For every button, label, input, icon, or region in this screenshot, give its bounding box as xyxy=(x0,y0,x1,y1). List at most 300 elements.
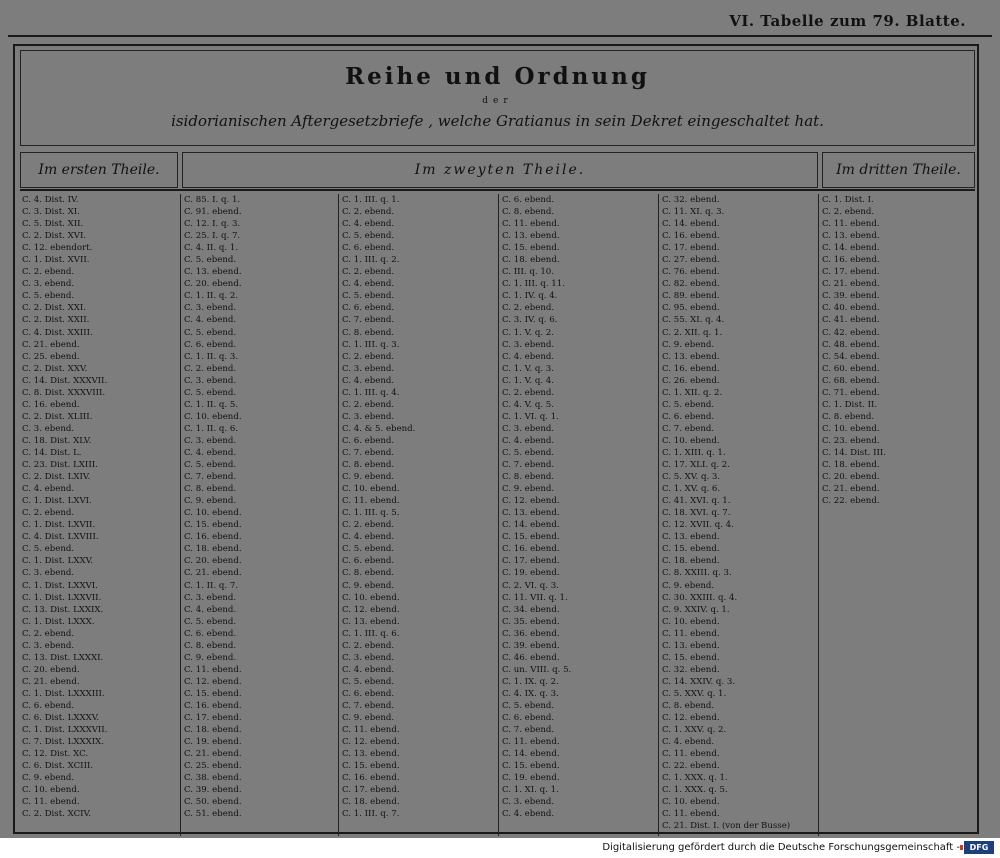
citation-entry: C. 9. ebend. xyxy=(662,580,715,591)
citation-entry: C. 21. ebend. xyxy=(822,279,880,290)
citation-entry: C. 1. III. q. 7. xyxy=(342,809,400,820)
citation-entry: C. 1. Dist. LXXV. xyxy=(22,556,94,567)
citation-entry: C. 6. ebend. xyxy=(184,339,237,350)
citation-entry: C. 8. ebend. xyxy=(342,460,395,471)
citation-entry: C. 16. ebend. xyxy=(662,363,720,374)
citation-entry: C. 50. ebend. xyxy=(184,797,242,808)
citation-entry: C. 55. XI. q. 4. xyxy=(662,315,725,326)
citation-entry: C. 51. ebend. xyxy=(184,809,242,820)
citation-entry: C. 9. ebend. xyxy=(184,496,237,507)
citation-entry: C. 5. XXV. q. 1. xyxy=(662,688,727,699)
citation-entry: C. 1. XXX. q. 1. xyxy=(662,773,728,784)
citation-entry: C. 13. ebend. xyxy=(662,640,720,651)
citation-entry: C. 10. ebend. xyxy=(342,484,400,495)
citation-entry: C. 21. ebend. xyxy=(184,749,242,760)
citation-entry: C. 5. ebend. xyxy=(662,399,715,410)
footer-credit: Digitalisierung gefördert durch die Deutsche Forschungsgemeinschaft - xyxy=(602,842,960,853)
citation-entry: C. 4. ebend. xyxy=(342,279,395,290)
citation-entry: C. 82. ebend. xyxy=(662,279,720,290)
citation-entry: C. 8. ebend. xyxy=(502,207,555,218)
top-rule xyxy=(8,35,992,37)
citation-entry: C. 18. ebend. xyxy=(822,460,880,471)
citation-entry: C. 23. Dist. LXIII. xyxy=(22,460,98,471)
citation-entry: C. 4. ebend. xyxy=(184,604,237,615)
citation-entry: C. 14. ebend. xyxy=(502,520,560,531)
citation-entry: C. un. VIII. q. 5. xyxy=(502,664,572,675)
citation-entry: C. 2. Dist. XXII. xyxy=(22,315,90,326)
citation-entry: C. 8. ebend. xyxy=(342,327,395,338)
citation-entry: C. 10. ebend. xyxy=(822,423,880,434)
citation-entry: C. 2. ebend. xyxy=(822,207,875,218)
citation-entry: C. 4. ebend. xyxy=(662,737,715,748)
citation-entry: C. 39. ebend. xyxy=(822,291,880,302)
citation-entry: C. 8. ebend. xyxy=(822,411,875,422)
citation-entry: C. 3. ebend. xyxy=(502,797,555,808)
citation-entry: C. 13. ebend. xyxy=(502,231,560,242)
citation-entry: C. 20. ebend. xyxy=(22,664,80,675)
citation-entry: C. 20. ebend. xyxy=(184,556,242,567)
citation-entry: C. 13. ebend. xyxy=(342,749,400,760)
citation-entry: C. 11. VII. q. 1. xyxy=(502,592,568,603)
citation-entry: C. 48. ebend. xyxy=(822,339,880,350)
citation-entry: C. 1. III. q. 5. xyxy=(342,508,400,519)
citation-entry: C. 13. ebend. xyxy=(822,231,880,242)
citation-entry: C. 1. Dist. I. xyxy=(822,195,874,205)
citation-entry: C. 18. XVI. q. 7. xyxy=(662,508,731,519)
plate-title: VI. Tabelle zum 79. Blatte. xyxy=(729,12,966,30)
citation-entry: C. 11. ebend. xyxy=(822,219,880,230)
citation-entry: C. 1. XII. q. 2. xyxy=(662,387,723,398)
citation-entry: C. 1. Dist. LXVII. xyxy=(22,520,96,531)
citation-entry: C. 3. ebend. xyxy=(342,652,395,663)
citation-entry: C. 4. ebend. xyxy=(342,219,395,230)
citation-entry: C. 1. III. q. 6. xyxy=(342,628,400,639)
citation-entry: C. 2. ebend. xyxy=(342,207,395,218)
citation-entry: C. 9. ebend. xyxy=(342,713,395,724)
header-part-two: Im zweyten Theile. xyxy=(182,152,818,188)
citation-entry: C. 4. & 5. ebend. xyxy=(342,423,416,434)
citation-entry: C. 21. ebend. xyxy=(22,339,80,350)
citation-entry: C. 14. Dist. L. xyxy=(22,447,82,458)
citation-entry: C. 11. ebend. xyxy=(502,219,560,230)
citation-entry: C. 12. I. q. 3. xyxy=(184,219,241,230)
citation-entry: C. 5. ebend. xyxy=(22,291,75,302)
citation-entry: C. 14. Dist. III. xyxy=(822,447,887,458)
dfg-logo-icon: DFG xyxy=(964,841,994,854)
citation-entry: C. 1. IX. q. 2. xyxy=(502,676,559,687)
citation-entry: C. 2. Dist. XCIV. xyxy=(22,809,92,820)
citation-entry: C. 4. Dist. XXIII. xyxy=(22,327,93,338)
citation-entry: C. 5. ebend. xyxy=(342,291,395,302)
citation-entry: C. 85. I. q. 1. xyxy=(184,195,241,205)
citation-entry: C. 9. ebend. xyxy=(22,773,75,784)
column-part-two-a xyxy=(184,194,336,836)
citation-entry: C. 8. XXIII. q. 3. xyxy=(662,568,732,579)
citation-entry: C. 25. ebend. xyxy=(22,351,80,362)
citation-entry: C. 15. ebend. xyxy=(502,761,560,772)
citation-entry: C. 95. ebend. xyxy=(662,303,720,314)
citation-entry: C. 54. ebend. xyxy=(822,351,880,362)
citation-entry: C. 19. ebend. xyxy=(184,737,242,748)
citation-entry: C. 41. XVI. q. 1. xyxy=(662,496,731,507)
citation-entry: C. 4. ebend. xyxy=(342,375,395,386)
citation-entry: C. 14. ebend. xyxy=(662,219,720,230)
citation-entry: C. 4. II. q. 1. xyxy=(184,243,239,254)
page-header xyxy=(0,0,1000,38)
citation-entry: C. 14. Dist. XXXVII. xyxy=(22,375,108,386)
citation-entry: C. 1. Dist. II. xyxy=(822,399,878,410)
document-subtitle: isidorianischen Aftergesetzbriefe , welche Gratianus in sein Dekret eingeschaltet hat. xyxy=(171,112,824,130)
citation-entry: C. 5. ebend. xyxy=(342,544,395,555)
citation-entry: C. 9. ebend. xyxy=(184,652,237,663)
citation-entry: C. 15. ebend. xyxy=(184,688,242,699)
citation-entry: C. 15. ebend. xyxy=(662,652,720,663)
citation-entry: C. 1. XIII. q. 1. xyxy=(662,447,726,458)
citation-entry: C. 20. ebend. xyxy=(184,279,242,290)
citation-entry: C. 17. ebend. xyxy=(342,785,400,796)
citation-entry: C. 25. I. q. 7. xyxy=(184,231,241,242)
citation-entry: C. 10. ebend. xyxy=(662,616,720,627)
citation-entry: C. 2. VI. q. 3. xyxy=(502,580,559,591)
title-box xyxy=(20,50,975,146)
citation-entry: C. 6. ebend. xyxy=(22,700,75,711)
citation-entry: C. 18. Dist. XLV. xyxy=(22,435,92,446)
citation-entry: C. 32. ebend. xyxy=(662,664,720,675)
citation-entry: C. 42. ebend. xyxy=(822,327,880,338)
header-part-one: Im ersten Theile. xyxy=(20,152,178,188)
citation-entry: C. 3. Dist. XI. xyxy=(22,207,80,218)
citation-entry: C. 11. ebend. xyxy=(662,749,720,760)
citation-entry: C. 10. ebend. xyxy=(342,592,400,603)
citation-entry: C. 4. ebend. xyxy=(342,664,395,675)
citation-entry: C. 1. III. q. 1. xyxy=(342,195,400,205)
citation-entry: C. 2. ebend. xyxy=(342,267,395,278)
citation-entry: C. 7. ebend. xyxy=(184,472,237,483)
citation-entry: C. 4. ebend. xyxy=(184,315,237,326)
citation-entry: C. 91. ebend. xyxy=(184,207,242,218)
citation-entry: C. 5. Dist. XII. xyxy=(22,219,84,230)
citation-entry: C. 17. XLI. q. 2. xyxy=(662,460,730,471)
citation-entry: C. 41. ebend. xyxy=(822,315,880,326)
citation-entry: C. 11. ebend. xyxy=(342,725,400,736)
citation-entry: C. 3. ebend. xyxy=(502,423,555,434)
citation-entry: C. 3. ebend. xyxy=(22,640,75,651)
citation-entry: C. 1. V. q. 2. xyxy=(502,327,554,338)
citation-entry: C. 1. II. q. 3. xyxy=(184,351,239,362)
column-part-one xyxy=(22,194,178,836)
citation-entry: C. 8. ebend. xyxy=(502,472,555,483)
citation-entry: C. 7. ebend. xyxy=(662,423,715,434)
citation-entry: C. 89. ebend. xyxy=(662,291,720,302)
citation-entry: C. 4. ebend. xyxy=(342,532,395,543)
citation-entry: C. 17. ebend. xyxy=(184,713,242,724)
citation-entry: C. 7. ebend. xyxy=(342,447,395,458)
citation-entry: C. 2. ebend. xyxy=(502,387,555,398)
column-divider xyxy=(818,194,819,836)
column-part-two-c xyxy=(502,194,656,836)
citation-entry: C. 22. ebend. xyxy=(662,761,720,772)
citation-entry: C. 10. ebend. xyxy=(22,785,80,796)
citation-entry: C. 4. ebend. xyxy=(502,351,555,362)
citation-entry: C. 4. ebend. xyxy=(22,484,75,495)
citation-entry: C. 5. ebend. xyxy=(184,387,237,398)
citation-entry: C. 8. ebend. xyxy=(342,568,395,579)
citation-entry: C. 2. ebend. xyxy=(342,351,395,362)
citation-entry: C. 39. ebend. xyxy=(184,785,242,796)
citation-entry: C. 2. Dist. XXI. xyxy=(22,303,86,314)
citation-entry: C. 13. Dist. LXXIX. xyxy=(22,604,104,615)
citation-entry: C. 1. IV. q. 4. xyxy=(502,291,558,302)
citation-entry: C. 38. ebend. xyxy=(184,773,242,784)
citation-entry: C. 1. XXX. q. 5. xyxy=(662,785,728,796)
citation-entry: C. 7. ebend. xyxy=(342,315,395,326)
document-title: Reihe und Ordnung xyxy=(345,63,650,90)
column-part-two-b xyxy=(342,194,496,836)
column-part-three xyxy=(822,194,972,836)
citation-entry: C. 18. ebend. xyxy=(184,544,242,555)
citation-entry: C. 12. ebend. xyxy=(342,604,400,615)
citation-entry: C. 5. ebend. xyxy=(502,447,555,458)
citation-entry: C. 10. ebend. xyxy=(662,435,720,446)
citation-entry: C. 12. ebend. xyxy=(342,737,400,748)
citation-entry: C. 6. ebend. xyxy=(342,556,395,567)
citation-entry: C. 6. ebend. xyxy=(342,303,395,314)
citation-entry: C. 7. ebend. xyxy=(342,700,395,711)
citation-entry: C. III. q. 10. xyxy=(502,267,555,278)
citation-entry: C. 4. IX. q. 3. xyxy=(502,688,559,699)
citation-entry: C. 14. ebend. xyxy=(502,749,560,760)
citation-entry: C. 76. ebend. xyxy=(662,267,720,278)
citation-entry: C. 11. ebend. xyxy=(184,664,242,675)
citation-entry: C. 2. ebend. xyxy=(502,303,555,314)
header-part-three: Im dritten Theile. xyxy=(822,152,975,188)
header-rule xyxy=(20,189,975,191)
citation-entry: C. 36. ebend. xyxy=(502,628,560,639)
citation-entry: C. 1. III. q. 11. xyxy=(502,279,565,290)
citation-entry: C. 1. Dist. LXXXVII. xyxy=(22,725,108,736)
citation-entry: C. 2. ebend. xyxy=(22,508,75,519)
citation-entry: C. 5. ebend. xyxy=(502,700,555,711)
citation-entry: C. 5. ebend. xyxy=(342,231,395,242)
citation-entry: C. 2. ebend. xyxy=(342,399,395,410)
citation-entry: C. 19. ebend. xyxy=(502,568,560,579)
citation-entry: C. 32. ebend. xyxy=(662,195,720,205)
citation-entry: C. 2. ebend. xyxy=(342,520,395,531)
citation-entry: C. 16. ebend. xyxy=(822,255,880,266)
citation-entry: C. 4. ebend. xyxy=(502,809,555,820)
citation-entry: C. 16. ebend. xyxy=(662,231,720,242)
citation-entry: C. 6. ebend. xyxy=(184,628,237,639)
citation-entry: C. 16. ebend. xyxy=(342,773,400,784)
citation-entry: C. 9. ebend. xyxy=(662,339,715,350)
citation-entry: C. 17. ebend. xyxy=(502,556,560,567)
citation-entry: C. 17. ebend. xyxy=(662,243,720,254)
citation-entry: C. 1. XV. q. 6. xyxy=(662,484,721,495)
citation-entry: C. 2. XII. q. 1. xyxy=(662,327,723,338)
citation-entry: C. 1. XXV. q. 2. xyxy=(662,725,727,736)
citation-entry: C. 5. ebend. xyxy=(184,460,237,471)
citation-entry: C. 12. XVII. q. 4. xyxy=(662,520,734,531)
citation-entry: C. 21. ebend. xyxy=(22,676,80,687)
citation-entry: C. 11. ebend. xyxy=(502,737,560,748)
citation-entry: C. 4. Dist. IV. xyxy=(22,195,79,205)
citation-entry: C. 21. ebend. xyxy=(822,484,880,495)
citation-entry: C. 12. Dist. XC. xyxy=(22,749,89,760)
citation-entry: C. 26. ebend. xyxy=(662,375,720,386)
citation-entry: C. 4. Dist. LXVIII. xyxy=(22,532,99,543)
citation-entry: C. 16. ebend. xyxy=(184,700,242,711)
citation-entry: C. 8. ebend. xyxy=(662,700,715,711)
citation-entry: C. 6. ebend. xyxy=(662,411,715,422)
citation-entry: C. 1. Dist. LXXVII. xyxy=(22,592,102,603)
citation-entry: C. 3. ebend. xyxy=(502,339,555,350)
citation-entry: C. 71. ebend. xyxy=(822,387,880,398)
citation-entry: C. 1. V. q. 4. xyxy=(502,375,554,386)
citation-entry: C. 13. ebend. xyxy=(662,351,720,362)
citation-entry: C. 1. II. q. 6. xyxy=(184,423,239,434)
citation-entry: C. 13. Dist. LXXXI. xyxy=(22,652,104,663)
footer-bar xyxy=(0,838,1000,858)
citation-entry: C. 9. XXIV. q. 1. xyxy=(662,604,730,615)
citation-entry: C. 1. XI. q. 1. xyxy=(502,785,559,796)
citation-entry: C. 3. ebend. xyxy=(184,435,237,446)
citation-entry: C. 4. V. q. 5. xyxy=(502,399,554,410)
citation-entry: C. 2. Dist. XVI. xyxy=(22,231,87,242)
citation-entry: C. 3. ebend. xyxy=(184,592,237,603)
citation-entry: C. 12. ebendort. xyxy=(22,243,93,254)
citation-entry: C. 5. ebend. xyxy=(184,255,237,266)
citation-entry: C. 6. Dist. LXXXV. xyxy=(22,713,100,724)
citation-entry: C. 6. ebend. xyxy=(342,435,395,446)
citation-entry: C. 5. ebend. xyxy=(184,616,237,627)
citation-entry: C. 10. ebend. xyxy=(184,411,242,422)
column-divider xyxy=(180,194,181,836)
citation-entry: C. 3. ebend. xyxy=(342,411,395,422)
citation-entry: C. 19. ebend. xyxy=(502,773,560,784)
citation-entry: C. 13. ebend. xyxy=(184,267,242,278)
citation-entry: C. 14. XXIV. q. 3. xyxy=(662,676,736,687)
citation-entry: C. 15. ebend. xyxy=(342,761,400,772)
citation-entry: C. 21. ebend. xyxy=(184,568,242,579)
citation-entry: C. 2. Dist. XLIII. xyxy=(22,411,93,422)
citation-entry: C. 13. ebend. xyxy=(502,508,560,519)
citation-entry: C. 4. ebend. xyxy=(502,435,555,446)
citation-entry: C. 11. XI. q. 3. xyxy=(662,207,725,218)
citation-entry: C. 21. Dist. I. (von der Busse) xyxy=(662,821,791,832)
citation-entry: C. 3. IV. q. 6. xyxy=(502,315,558,326)
column-divider xyxy=(498,194,499,836)
citation-entry: C. 3. ebend. xyxy=(22,279,75,290)
citation-entry: C. 8. Dist. XXXVIII. xyxy=(22,387,106,398)
citation-entry: C. 35. ebend. xyxy=(502,616,560,627)
citation-entry: C. 1. II. q. 5. xyxy=(184,399,239,410)
citation-entry: C. 1. II. q. 7. xyxy=(184,580,239,591)
citation-entry: C. 2. ebend. xyxy=(22,267,75,278)
citation-entry: C. 5. ebend. xyxy=(22,544,75,555)
citation-entry: C. 6. ebend. xyxy=(342,688,395,699)
citation-entry: C. 10. ebend. xyxy=(662,797,720,808)
citation-entry: C. 18. ebend. xyxy=(662,556,720,567)
citation-entry: C. 1. III. q. 3. xyxy=(342,339,400,350)
column-divider xyxy=(338,194,339,836)
citation-entry: C. 1. Dist. LXXXIII. xyxy=(22,688,105,699)
citation-entry: C. 11. ebend. xyxy=(342,496,400,507)
citation-entry: C. 46. ebend. xyxy=(502,652,560,663)
citation-entry: C. 1. II. q. 2. xyxy=(184,291,239,302)
citation-entry: C. 16. ebend. xyxy=(22,399,80,410)
citation-entry: C. 12. ebend. xyxy=(662,713,720,724)
citation-entry: C. 12. ebend. xyxy=(502,496,560,507)
citation-entry: C. 16. ebend. xyxy=(502,544,560,555)
citation-entry: C. 2. ebend. xyxy=(22,628,75,639)
citation-entry: C. 2. Dist. XXV. xyxy=(22,363,88,374)
citation-entry: C. 40. ebend. xyxy=(822,303,880,314)
citation-entry: C. 27. ebend. xyxy=(662,255,720,266)
citation-entry: C. 2. ebend. xyxy=(184,363,237,374)
citation-entry: C. 5. ebend. xyxy=(342,676,395,687)
citation-entry: C. 60. ebend. xyxy=(822,363,880,374)
citation-entry: C. 18. ebend. xyxy=(184,725,242,736)
citation-entry: C. 3. ebend. xyxy=(184,303,237,314)
citation-entry: C. 9. ebend. xyxy=(342,580,395,591)
citation-entry: C. 13. ebend. xyxy=(662,532,720,543)
citation-entry: C. 3. ebend. xyxy=(184,375,237,386)
citation-entry: C. 1. Dist. XVII. xyxy=(22,255,90,266)
citation-entry: C. 4. ebend. xyxy=(184,447,237,458)
citation-entry: C. 11. ebend. xyxy=(662,809,720,820)
citation-entry: C. 16. ebend. xyxy=(184,532,242,543)
citation-entry: C. 7. Dist. LXXXIX. xyxy=(22,737,104,748)
citation-entry: C. 17. ebend. xyxy=(822,267,880,278)
citation-entry: C. 34. ebend. xyxy=(502,604,560,615)
title-connector: der xyxy=(482,96,513,106)
citation-entry: C. 30. XXIII. q. 4. xyxy=(662,592,738,603)
citation-entry: C. 39. ebend. xyxy=(502,640,560,651)
citation-entry: C. 10. ebend. xyxy=(184,508,242,519)
citation-entry: C. 22. ebend. xyxy=(822,496,880,507)
citation-entry: C. 7. ebend. xyxy=(502,725,555,736)
citation-entry: C. 18. ebend. xyxy=(502,255,560,266)
citation-entry: C. 6. Dist. XCIII. xyxy=(22,761,94,772)
citation-entry: C. 15. ebend. xyxy=(502,532,560,543)
citation-entry: C. 9. ebend. xyxy=(342,472,395,483)
citation-entry: C. 1. III. q. 2. xyxy=(342,255,400,266)
citation-entry: C. 2. Dist. LXIV. xyxy=(22,472,91,483)
citation-entry: C. 1. Dist. LXXVI. xyxy=(22,580,98,591)
citation-entry: C. 5. ebend. xyxy=(184,327,237,338)
citation-entry: C. 14. ebend. xyxy=(822,243,880,254)
citation-entry: C. 15. ebend. xyxy=(502,243,560,254)
citation-entry: C. 15. ebend. xyxy=(184,520,242,531)
column-part-two-d xyxy=(662,194,816,836)
citation-entry: C. 9. ebend. xyxy=(502,484,555,495)
citation-entry: C. 1. VI. q. 1. xyxy=(502,411,559,422)
citation-entry: C. 8. ebend. xyxy=(184,640,237,651)
citation-entry: C. 25. ebend. xyxy=(184,761,242,772)
citation-entry: C. 8. ebend. xyxy=(184,484,237,495)
citation-entry: C. 23. ebend. xyxy=(822,435,880,446)
citation-entry: C. 3. ebend. xyxy=(342,363,395,374)
citation-entry: C. 3. ebend. xyxy=(22,568,75,579)
citation-entry: C. 6. ebend. xyxy=(502,195,555,205)
citation-entry: C. 7. ebend. xyxy=(502,460,555,471)
citation-entry: C. 5. XV. q. 3. xyxy=(662,472,721,483)
citation-entry: C. 15. ebend. xyxy=(662,544,720,555)
citation-entry: C. 1. Dist. LXXX. xyxy=(22,616,95,627)
citation-entry: C. 12. ebend. xyxy=(184,676,242,687)
citation-entry: C. 11. ebend. xyxy=(22,797,80,808)
citation-entry: C. 1. V. q. 3. xyxy=(502,363,554,374)
